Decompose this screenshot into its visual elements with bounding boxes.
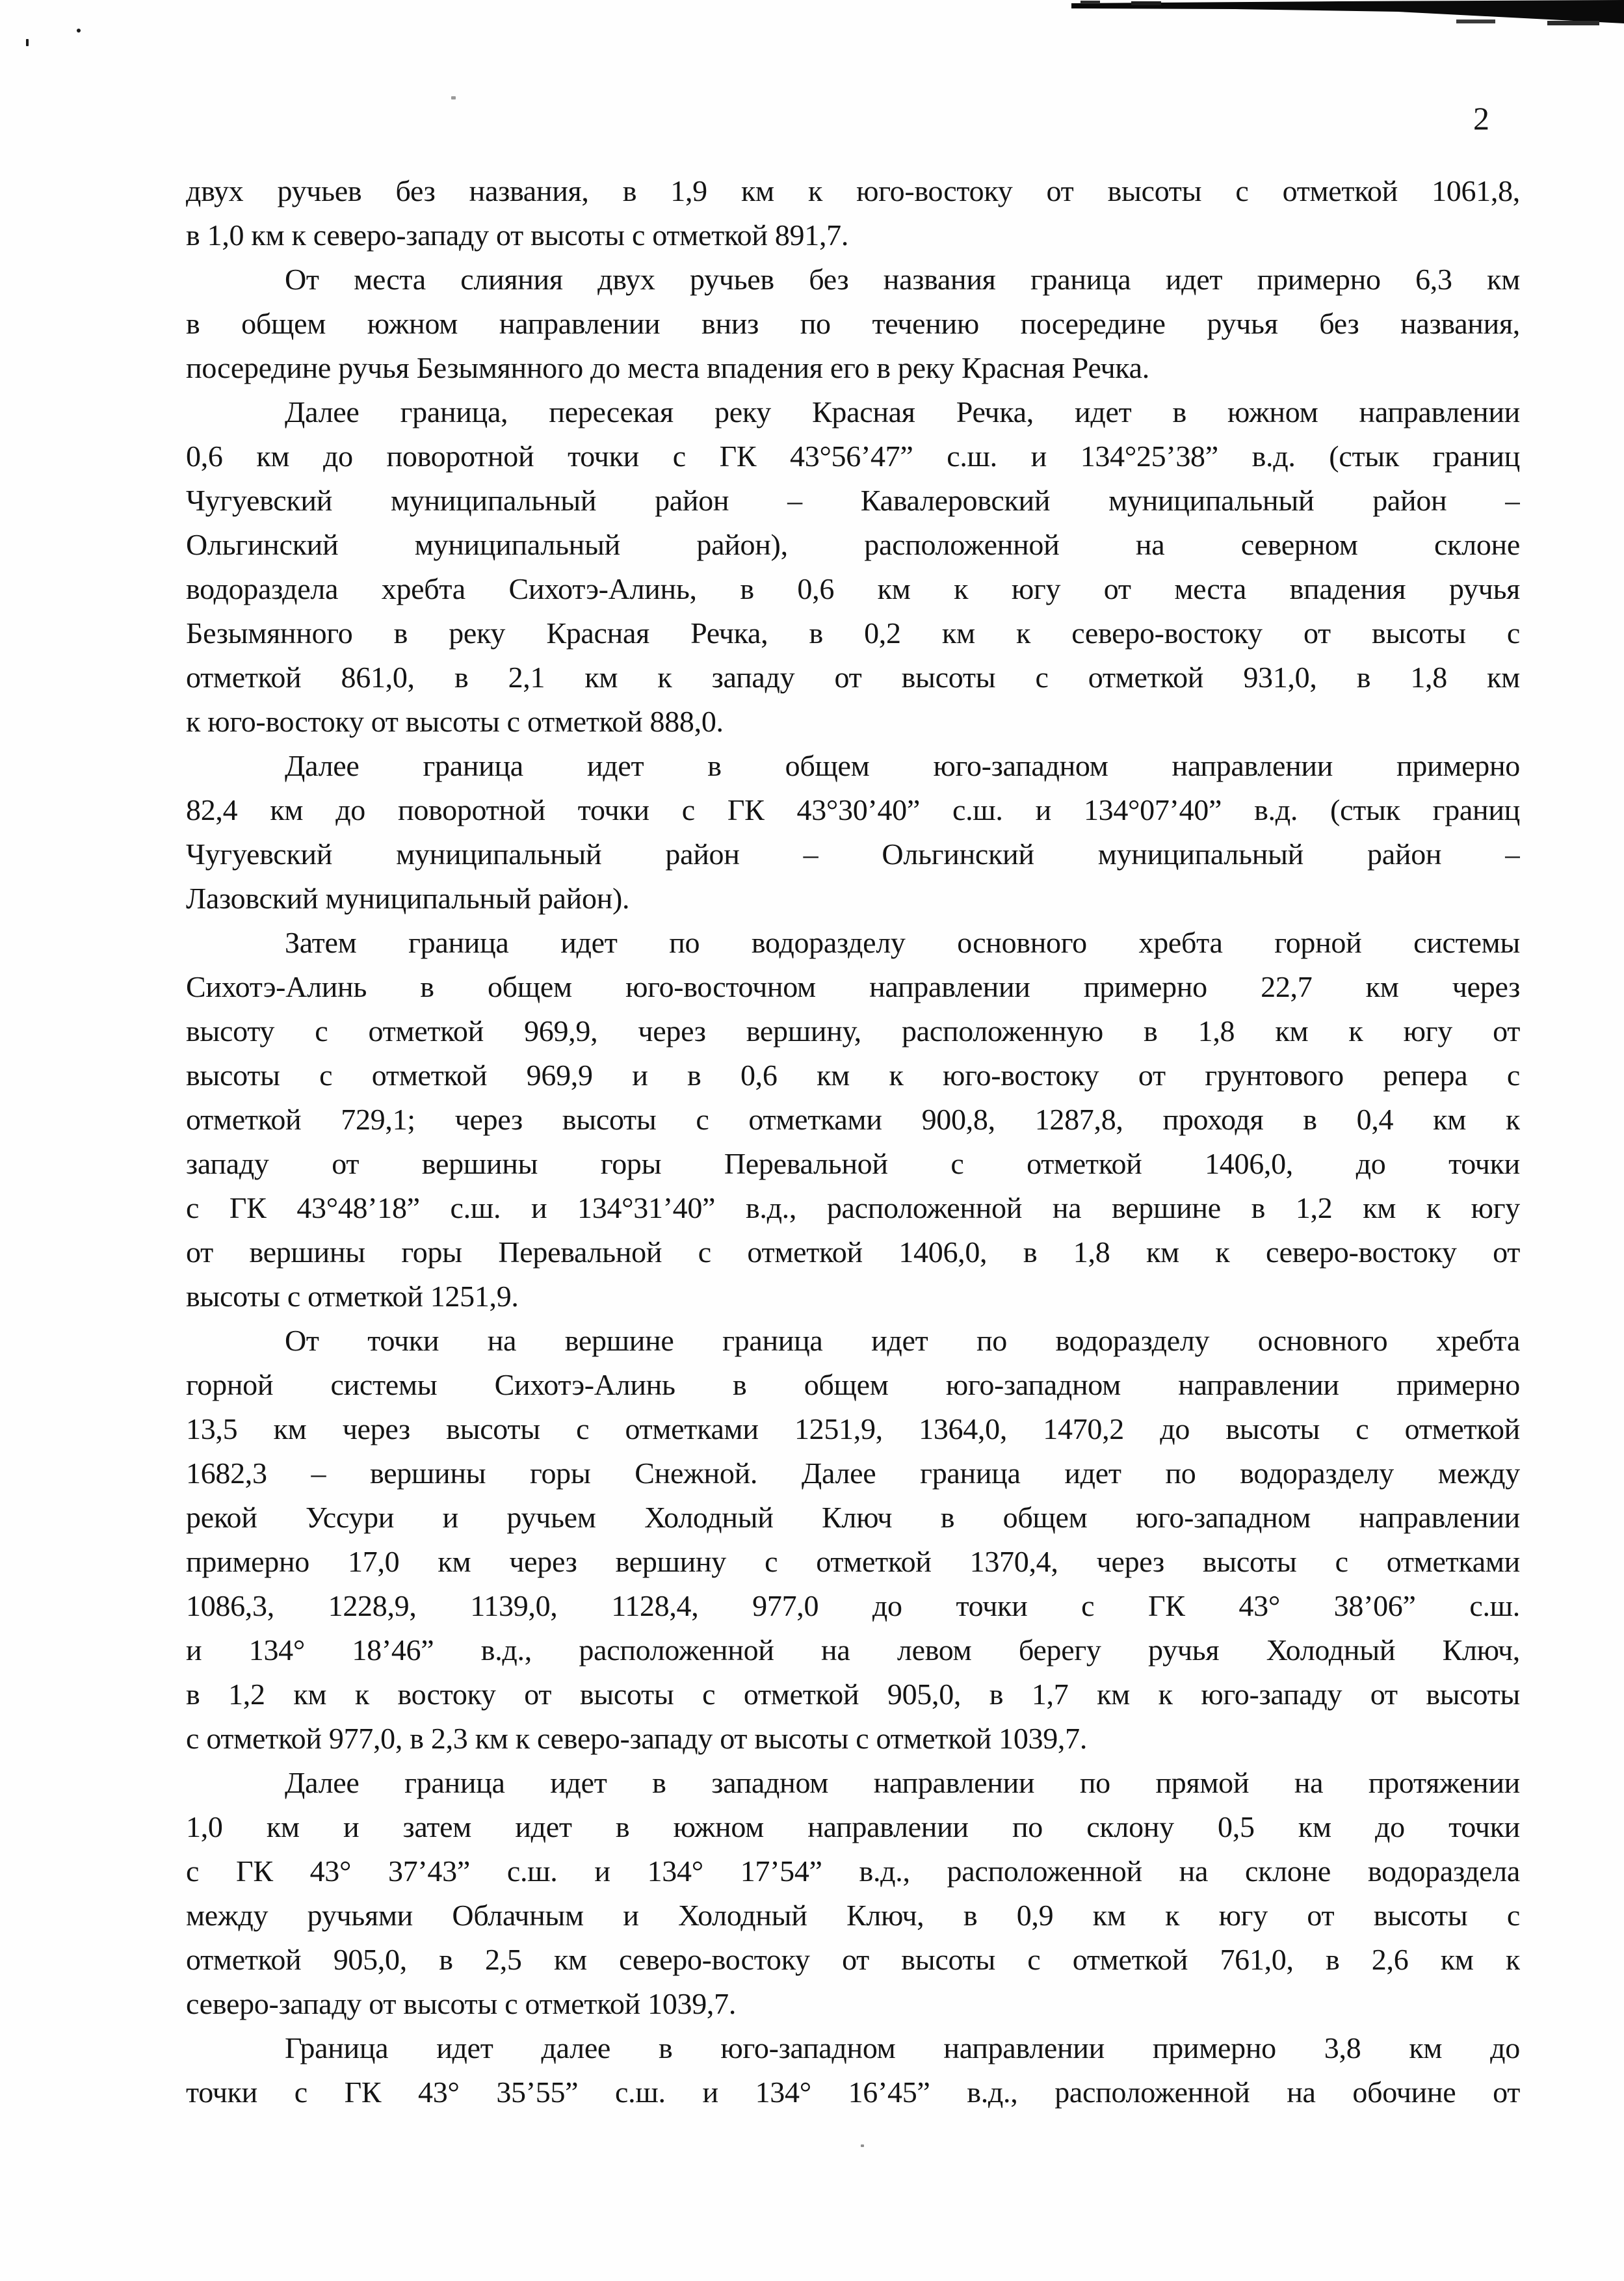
text-line: 13,5 км через высоты с отметками 1251,9, 1364,0, 1470,2 до высоты с отметкой: [186, 1412, 1520, 1445]
text-line: в 1,0 км к северо-западу от высоты с отметкой 891,7.: [186, 218, 849, 252]
text-line: от вершины горы Перевальной с отметкой 1406,0, в 1,8 км к северо-востоку от: [186, 1235, 1520, 1269]
text-line: высоты с отметкой 969,9 и в 0,6 км к юго-востоку от грунтового репера с: [186, 1059, 1520, 1092]
text-line: с ГК 43° 37’43” с.ш. и 134° 17’54” в.д., расположенной на склоне водораздела: [186, 1854, 1520, 1888]
text-line: Граница идет далее в юго-западном направлении примерно 3,8 км до: [285, 2031, 1520, 2064]
text-line: к юго-востоку от высоты с отметкой 888,0.: [186, 705, 724, 738]
scan-speck: [861, 2144, 864, 2147]
text-line: От места слияния двух ручьев без названия граница идет примерно 6,3 км: [285, 263, 1520, 296]
text-line: Сихотэ-Алинь в общем юго-восточном направлении примерно 22,7 км через: [186, 970, 1520, 1003]
page-number: 2: [1473, 100, 1489, 137]
text-line: в общем южном направлении вниз по течению посередине ручья без названия,: [186, 307, 1520, 340]
text-line: водораздела хребта Сихотэ-Алинь, в 0,6 км к югу от места впадения ручья: [186, 572, 1520, 605]
text-line: 82,4 км до поворотной точки с ГК 43°30’40” с.ш. и 134°07’40” в.д. (стык границ: [186, 793, 1520, 826]
text-line: Лазовский муниципальный район).: [186, 882, 630, 915]
text-line: и 134° 18’46” в.д., расположенной на левом берегу ручья Холодный Ключ,: [186, 1633, 1520, 1667]
scan-artifact-bar: [0, 0, 1624, 39]
text-line: с ГК 43°48’18” с.ш. и 134°31’40” в.д., расположенной на вершине в 1,2 км к югу: [186, 1191, 1520, 1224]
text-line: Затем граница идет по водоразделу основного хребта горной системы: [285, 926, 1520, 959]
text-line: 1682,3 – вершины горы Снежной. Далее граница идет по водоразделу между: [186, 1457, 1520, 1490]
scan-speck: [77, 29, 81, 33]
text-line: точки с ГК 43° 35’55” с.ш. и 134° 16’45” в.д., расположенной на обочине от: [186, 2076, 1520, 2109]
text-line: между ручьями Облачным и Холодный Ключ, в 0,9 км к югу от высоты с: [186, 1899, 1520, 1932]
text-line: рекой Уссури и ручьем Холодный Ключ в общем юго-западном направлении: [186, 1501, 1520, 1534]
text-line: Далее граница идет в общем юго-западном направлении примерно: [285, 749, 1520, 782]
text-line: высоту с отметкой 969,9, через вершину, расположенную в 1,8 км к югу от: [186, 1014, 1520, 1048]
scan-speck: [26, 39, 29, 46]
text-line: Чугуевский муниципальный район – Кавалеровский муниципальный район –: [186, 484, 1520, 517]
scan-speck: [451, 96, 456, 99]
text-line: 1,0 км и затем идет в южном направлении по склону 0,5 км до точки: [186, 1810, 1520, 1843]
text-line: 1086,3, 1228,9, 1139,0, 1128,4, 977,0 до точки с ГК 43° 38’06” с.ш.: [186, 1589, 1520, 1622]
text-line: посередине ручья Безымянного до места впадения его в реку Красная Речка.: [186, 351, 1149, 384]
text-line: отметкой 905,0, в 2,5 км северо-востоку от высоты с отметкой 761,0, в 2,6 км к: [186, 1943, 1520, 1976]
text-line: отметкой 861,0, в 2,1 км к западу от высоты с отметкой 931,0, в 1,8 км: [186, 661, 1520, 694]
text-line: Безымянного в реку Красная Речка, в 0,2 км к северо-востоку от высоты с: [186, 616, 1520, 650]
text-line: примерно 17,0 км через вершину с отметкой 1370,4, через высоты с отметками: [186, 1545, 1520, 1578]
text-line: Чугуевский муниципальный район – Ольгинский муниципальный район –: [186, 837, 1520, 871]
text-line: горной системы Сихотэ-Алинь в общем юго-западном направлении примерно: [186, 1368, 1520, 1401]
text-line: двух ручьев без названия, в 1,9 км к юго-востоку от высоты с отметкой 1061,8,: [186, 174, 1520, 207]
text-line: в 1,2 км к востоку от высоты с отметкой 905,0, в 1,7 км к юго-западу от высоты: [186, 1678, 1520, 1711]
text-line: От точки на вершине граница идет по водоразделу основного хребта: [285, 1324, 1520, 1357]
document-body: [186, 169, 1520, 2115]
text-line: западу от вершины горы Перевальной с отметкой 1406,0, до точки: [186, 1147, 1520, 1180]
text-line: Ольгинский муниципальный район), расположенной на северном склоне: [186, 528, 1520, 561]
text-line: Далее граница, пересекая реку Красная Речка, идет в южном направлении: [285, 395, 1520, 429]
text-line: Далее граница идет в западном направлении по прямой на протяжении: [285, 1766, 1520, 1799]
text-line: высоты с отметкой 1251,9.: [186, 1280, 519, 1313]
text-line: северо-западу от высоты с отметкой 1039,7.: [186, 1987, 737, 2020]
text-line: с отметкой 977,0, в 2,3 км к северо-западу от высоты с отметкой 1039,7.: [186, 1722, 1088, 1755]
text-line: отметкой 729,1; через высоты с отметками 900,8, 1287,8, проходя в 0,4 км к: [186, 1103, 1520, 1136]
text-line: 0,6 км до поворотной точки с ГК 43°56’47” с.ш. и 134°25’38” в.д. (стык границ: [186, 440, 1520, 473]
